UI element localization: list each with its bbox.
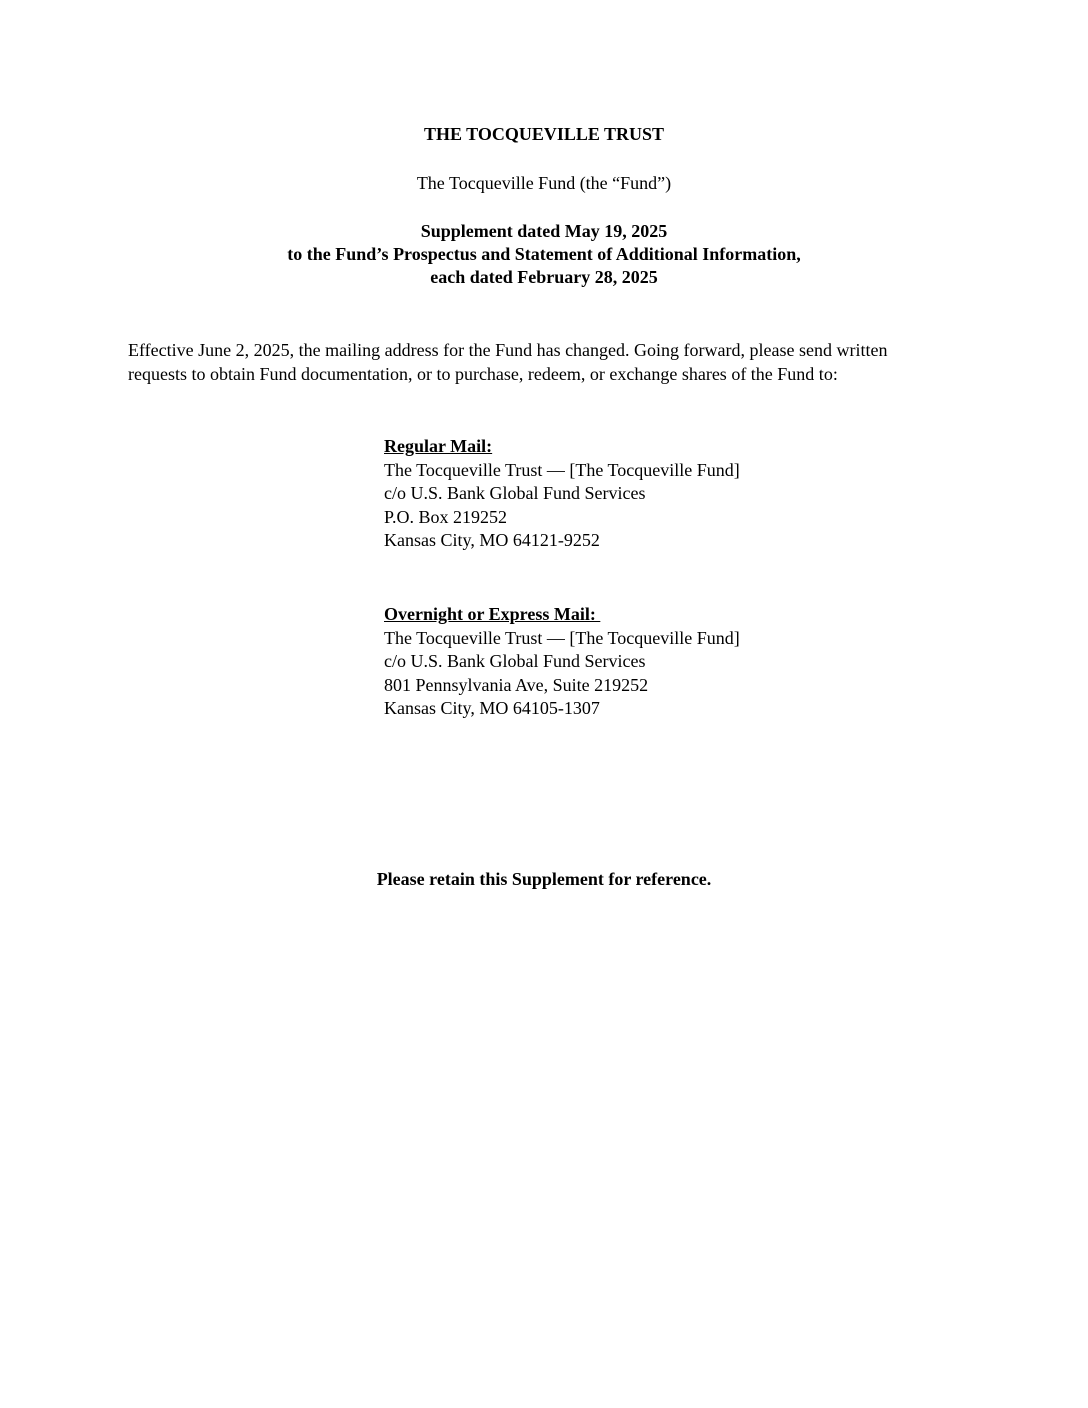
supplement-date-line: Supplement dated May 19, 2025 [420,221,668,241]
address-line: P.O. Box 219252 [384,506,508,527]
address-line: The Tocqueville Trust — [The Tocqueville Fund] [384,459,740,480]
intro-line: Effective June 2, 2025, the mailing address for the Fund has changed. Going forward, please send written [128,340,888,360]
regular-mail-heading: Regular Mail: [384,436,493,456]
address-line: Kansas City, MO 64105-1307 [384,698,600,718]
overnight-mail-address-block [384,603,884,721]
regular-mail-address-block [384,435,884,553]
supplement-documents-date-line: each dated February 28, 2025 [430,267,658,287]
fund-name-line: The Tocqueville Fund (the “Fund”) [416,173,672,193]
supplement-documents-line: to the Fund’s Prospectus and Statement of Additional Information, [287,244,801,264]
address-line: The Tocqueville Trust — [The Tocqueville Fund] [384,627,740,648]
intro-line: requests to obtain Fund documentation, or to purchase, redeem, or exchange shares of the Fund to: [128,364,838,384]
address-line: c/o U.S. Bank Global Fund Services [384,483,646,503]
address-line: c/o U.S. Bank Global Fund Services [384,651,646,671]
address-line: Kansas City, MO 64121-9252 [384,530,600,550]
retain-notice: Please retain this Supplement for reference. [376,869,712,889]
intro-paragraph [128,338,978,386]
supplement-heading [0,220,1088,289]
overnight-mail-heading: Overnight or Express Mail: [384,604,601,624]
document-title: THE TOCQUEVILLE TRUST [423,124,665,144]
address-line: 801 Pennsylvania Ave, Suite 219252 [384,674,649,695]
